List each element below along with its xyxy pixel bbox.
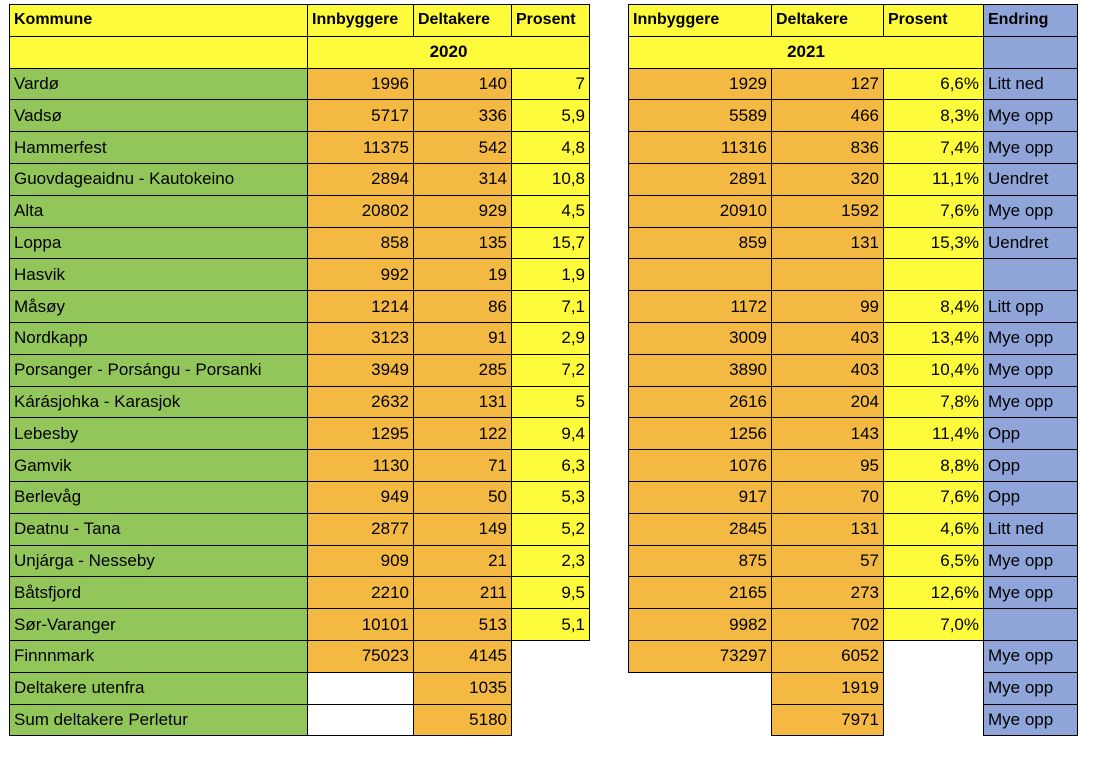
year-row-2020 [10, 36, 590, 68]
summary-deltakere-2020-cell: 1035 [414, 672, 512, 704]
innbyggere-2021-cell: 859 [629, 227, 772, 259]
table-row [629, 227, 1078, 259]
table-row [629, 481, 1078, 513]
deltakere-2021-cell: 702 [772, 609, 884, 641]
prosent-2020-cell: 5,9 [512, 100, 590, 132]
summary-innbyggere-2021-cell [629, 672, 772, 704]
summary-endring-cell: Mye opp [984, 704, 1078, 736]
summary-deltakere-2021-cell: 6052 [772, 640, 884, 672]
deltakere-2021-cell: 99 [772, 291, 884, 323]
summary-empty-cell [884, 640, 984, 672]
deltakere-2021-cell: 127 [772, 68, 884, 100]
summary-label-cell: Sum deltakere Perletur [10, 704, 308, 736]
table-row [10, 68, 590, 100]
table-row [10, 291, 590, 323]
table-row [629, 322, 1078, 354]
prosent-2020-cell: 7,2 [512, 354, 590, 386]
kommune-cell: Vadsø [10, 100, 308, 132]
table-row [10, 100, 590, 132]
prosent-2021-cell [884, 259, 984, 291]
deltakere-2020-cell: 91 [414, 322, 512, 354]
deltakere-2021-cell: 131 [772, 513, 884, 545]
summary-row [10, 640, 590, 672]
summary-empty-cell [512, 672, 590, 704]
summary-row [629, 672, 1078, 704]
deltakere-2020-cell: 211 [414, 577, 512, 609]
kommune-cell: Unjárga - Nesseby [10, 545, 308, 577]
table-2021 [628, 4, 1078, 736]
header-prosent-2020: Prosent [512, 5, 590, 37]
kommune-cell: Nordkapp [10, 322, 308, 354]
summary-empty-cell [512, 704, 590, 736]
innbyggere-2020-cell: 1295 [308, 418, 414, 450]
innbyggere-2020-cell: 909 [308, 545, 414, 577]
innbyggere-2021-cell: 1076 [629, 450, 772, 482]
deltakere-2021-cell: 403 [772, 322, 884, 354]
prosent-2021-cell: 10,4% [884, 354, 984, 386]
deltakere-2021-cell: 273 [772, 577, 884, 609]
kommune-cell: Deatnu - Tana [10, 513, 308, 545]
innbyggere-2020-cell: 3123 [308, 322, 414, 354]
prosent-2020-cell: 1,9 [512, 259, 590, 291]
prosent-2021-cell: 7,0% [884, 609, 984, 641]
endring-cell: Mye opp [984, 577, 1078, 609]
year-spacer-cell [10, 36, 308, 68]
summary-endring-cell: Mye opp [984, 640, 1078, 672]
deltakere-2020-cell: 86 [414, 291, 512, 323]
innbyggere-2021-cell: 1929 [629, 68, 772, 100]
table-row [10, 418, 590, 450]
deltakere-2020-cell: 21 [414, 545, 512, 577]
summary-deltakere-2021-cell: 1919 [772, 672, 884, 704]
prosent-2021-cell: 7,8% [884, 386, 984, 418]
innbyggere-2020-cell: 1130 [308, 450, 414, 482]
summary-innbyggere-2021-cell: 73297 [629, 640, 772, 672]
endring-cell: Opp [984, 450, 1078, 482]
innbyggere-2021-cell: 11316 [629, 132, 772, 164]
endring-cell: Litt ned [984, 68, 1078, 100]
deltakere-2021-cell: 1592 [772, 195, 884, 227]
header-row-2020 [10, 5, 590, 37]
prosent-2021-cell: 6,6% [884, 68, 984, 100]
year-endring-cell [984, 36, 1078, 68]
header-deltakere-2021: Deltakere [772, 5, 884, 37]
header-kommune: Kommune [10, 5, 308, 37]
year-label-2021: 2021 [629, 36, 984, 68]
deltakere-2020-cell: 513 [414, 609, 512, 641]
innbyggere-2021-cell: 20910 [629, 195, 772, 227]
endring-cell: Mye opp [984, 386, 1078, 418]
endring-cell: Mye opp [984, 322, 1078, 354]
deltakere-2020-cell: 50 [414, 481, 512, 513]
kommune-cell: Porsanger - Porsángu - Porsanki [10, 354, 308, 386]
innbyggere-2021-cell [629, 259, 772, 291]
summary-empty-cell [884, 704, 984, 736]
innbyggere-2020-cell: 1214 [308, 291, 414, 323]
summary-row [629, 704, 1078, 736]
prosent-2020-cell: 6,3 [512, 450, 590, 482]
summary-endring-cell: Mye opp [984, 672, 1078, 704]
prosent-2020-cell: 5,2 [512, 513, 590, 545]
endring-cell: Uendret [984, 163, 1078, 195]
deltakere-2020-cell: 336 [414, 100, 512, 132]
summary-row [629, 640, 1078, 672]
summary-deltakere-2020-cell: 4145 [414, 640, 512, 672]
prosent-2020-cell: 2,3 [512, 545, 590, 577]
table-row [10, 450, 590, 482]
deltakere-2020-cell: 285 [414, 354, 512, 386]
table-row [10, 163, 590, 195]
deltakere-2020-cell: 140 [414, 68, 512, 100]
table-row [629, 577, 1078, 609]
kommune-cell: Alta [10, 195, 308, 227]
header-row-2021 [629, 5, 1078, 37]
deltakere-2020-cell: 19 [414, 259, 512, 291]
table-row [629, 545, 1078, 577]
deltakere-2021-cell: 131 [772, 227, 884, 259]
innbyggere-2021-cell: 1172 [629, 291, 772, 323]
endring-cell: Litt ned [984, 513, 1078, 545]
kommune-cell: Loppa [10, 227, 308, 259]
table-row [10, 386, 590, 418]
summary-empty-cell [884, 672, 984, 704]
table-row [629, 100, 1078, 132]
kommune-cell: Lebesby [10, 418, 308, 450]
table-row [10, 227, 590, 259]
header-endring: Endring [984, 5, 1078, 37]
prosent-2021-cell: 7,6% [884, 481, 984, 513]
kommune-cell: Hammerfest [10, 132, 308, 164]
prosent-2020-cell: 4,5 [512, 195, 590, 227]
kommune-cell: Berlevåg [10, 481, 308, 513]
deltakere-2020-cell: 149 [414, 513, 512, 545]
prosent-2021-cell: 8,4% [884, 291, 984, 323]
innbyggere-2020-cell: 3949 [308, 354, 414, 386]
prosent-2021-cell: 15,3% [884, 227, 984, 259]
prosent-2021-cell: 7,4% [884, 132, 984, 164]
endring-cell: Uendret [984, 227, 1078, 259]
kommune-cell: Måsøy [10, 291, 308, 323]
header-prosent-2021: Prosent [884, 5, 984, 37]
innbyggere-2020-cell: 2894 [308, 163, 414, 195]
prosent-2020-cell: 5,3 [512, 481, 590, 513]
prosent-2021-cell: 11,4% [884, 418, 984, 450]
prosent-2021-cell: 8,3% [884, 100, 984, 132]
innbyggere-2020-cell: 10101 [308, 609, 414, 641]
deltakere-2021-cell: 143 [772, 418, 884, 450]
deltakere-2020-cell: 122 [414, 418, 512, 450]
prosent-2020-cell: 9,4 [512, 418, 590, 450]
prosent-2020-cell: 2,9 [512, 322, 590, 354]
innbyggere-2020-cell: 992 [308, 259, 414, 291]
summary-innbyggere-2021-cell [629, 704, 772, 736]
table-row [629, 513, 1078, 545]
header-innbyggere-2020: Innbyggere [308, 5, 414, 37]
endring-cell: Litt opp [984, 291, 1078, 323]
deltakere-2021-cell: 70 [772, 481, 884, 513]
table-row [10, 322, 590, 354]
innbyggere-2020-cell: 949 [308, 481, 414, 513]
summary-row [10, 672, 590, 704]
summary-label-cell: Finnnmark [10, 640, 308, 672]
innbyggere-2021-cell: 2165 [629, 577, 772, 609]
header-innbyggere-2021: Innbyggere [629, 5, 772, 37]
prosent-2020-cell: 7 [512, 68, 590, 100]
table-row [629, 195, 1078, 227]
deltakere-2021-cell: 403 [772, 354, 884, 386]
kommune-cell: Gamvik [10, 450, 308, 482]
kommune-cell: Guovdageaidnu - Kautokeino [10, 163, 308, 195]
kommune-cell: Vardø [10, 68, 308, 100]
year-row-2021 [629, 36, 1078, 68]
innbyggere-2021-cell: 875 [629, 545, 772, 577]
prosent-2021-cell: 8,8% [884, 450, 984, 482]
prosent-2021-cell: 12,6% [884, 577, 984, 609]
table-row [10, 195, 590, 227]
innbyggere-2020-cell: 5717 [308, 100, 414, 132]
endring-cell [984, 259, 1078, 291]
endring-cell: Mye opp [984, 132, 1078, 164]
innbyggere-2020-cell: 11375 [308, 132, 414, 164]
table-row [10, 513, 590, 545]
table-row [629, 418, 1078, 450]
endring-cell: Mye opp [984, 545, 1078, 577]
prosent-2020-cell: 9,5 [512, 577, 590, 609]
table-2020 [9, 4, 590, 736]
table-row [629, 450, 1078, 482]
table-row [629, 291, 1078, 323]
deltakere-2021-cell: 95 [772, 450, 884, 482]
prosent-2021-cell: 7,6% [884, 195, 984, 227]
deltakere-2020-cell: 71 [414, 450, 512, 482]
summary-innbyggere-2020-cell: 75023 [308, 640, 414, 672]
prosent-2021-cell: 11,1% [884, 163, 984, 195]
innbyggere-2020-cell: 20802 [308, 195, 414, 227]
deltakere-2020-cell: 929 [414, 195, 512, 227]
prosent-2020-cell: 5,1 [512, 609, 590, 641]
deltakere-2020-cell: 131 [414, 386, 512, 418]
kommune-cell: Båtsfjord [10, 577, 308, 609]
innbyggere-2021-cell: 9982 [629, 609, 772, 641]
summary-innbyggere-2020-cell [308, 704, 414, 736]
table-row [629, 609, 1078, 641]
deltakere-2021-cell: 204 [772, 386, 884, 418]
table-row [629, 163, 1078, 195]
year-label-2020: 2020 [308, 36, 590, 68]
endring-cell: Mye opp [984, 354, 1078, 386]
table-row [10, 577, 590, 609]
prosent-2020-cell: 15,7 [512, 227, 590, 259]
summary-innbyggere-2020-cell [308, 672, 414, 704]
endring-cell: Opp [984, 481, 1078, 513]
innbyggere-2021-cell: 917 [629, 481, 772, 513]
innbyggere-2021-cell: 2845 [629, 513, 772, 545]
prosent-2020-cell: 7,1 [512, 291, 590, 323]
table-row [629, 68, 1078, 100]
summary-label-cell: Deltakere utenfra [10, 672, 308, 704]
endring-cell: Mye opp [984, 100, 1078, 132]
prosent-2020-cell: 10,8 [512, 163, 590, 195]
table-row [10, 132, 590, 164]
endring-cell: Opp [984, 418, 1078, 450]
table-row [10, 481, 590, 513]
innbyggere-2021-cell: 3009 [629, 322, 772, 354]
table-row [629, 132, 1078, 164]
deltakere-2020-cell: 135 [414, 227, 512, 259]
endring-cell [984, 609, 1078, 641]
deltakere-2021-cell [772, 259, 884, 291]
deltakere-2020-cell: 314 [414, 163, 512, 195]
table-row [10, 545, 590, 577]
innbyggere-2020-cell: 2877 [308, 513, 414, 545]
endring-cell: Mye opp [984, 195, 1078, 227]
prosent-2021-cell: 4,6% [884, 513, 984, 545]
table-row [629, 386, 1078, 418]
deltakere-2021-cell: 57 [772, 545, 884, 577]
deltakere-2021-cell: 320 [772, 163, 884, 195]
kommune-cell: Kárásjohka - Karasjok [10, 386, 308, 418]
innbyggere-2021-cell: 1256 [629, 418, 772, 450]
prosent-2021-cell: 13,4% [884, 322, 984, 354]
header-deltakere-2020: Deltakere [414, 5, 512, 37]
deltakere-2021-cell: 466 [772, 100, 884, 132]
table-row [629, 354, 1078, 386]
summary-deltakere-2020-cell: 5180 [414, 704, 512, 736]
kommune-cell: Sør-Varanger [10, 609, 308, 641]
table-row [629, 259, 1078, 291]
prosent-2020-cell: 4,8 [512, 132, 590, 164]
innbyggere-2021-cell: 2891 [629, 163, 772, 195]
table-row [10, 609, 590, 641]
table-row [10, 259, 590, 291]
innbyggere-2020-cell: 1996 [308, 68, 414, 100]
table-row [10, 354, 590, 386]
prosent-2021-cell: 6,5% [884, 545, 984, 577]
innbyggere-2021-cell: 5589 [629, 100, 772, 132]
summary-deltakere-2021-cell: 7971 [772, 704, 884, 736]
prosent-2020-cell: 5 [512, 386, 590, 418]
innbyggere-2021-cell: 3890 [629, 354, 772, 386]
deltakere-2020-cell: 542 [414, 132, 512, 164]
innbyggere-2020-cell: 2632 [308, 386, 414, 418]
innbyggere-2020-cell: 858 [308, 227, 414, 259]
innbyggere-2021-cell: 2616 [629, 386, 772, 418]
kommune-cell: Hasvik [10, 259, 308, 291]
innbyggere-2020-cell: 2210 [308, 577, 414, 609]
summary-empty-cell [512, 640, 590, 672]
deltakere-2021-cell: 836 [772, 132, 884, 164]
summary-row [10, 704, 590, 736]
